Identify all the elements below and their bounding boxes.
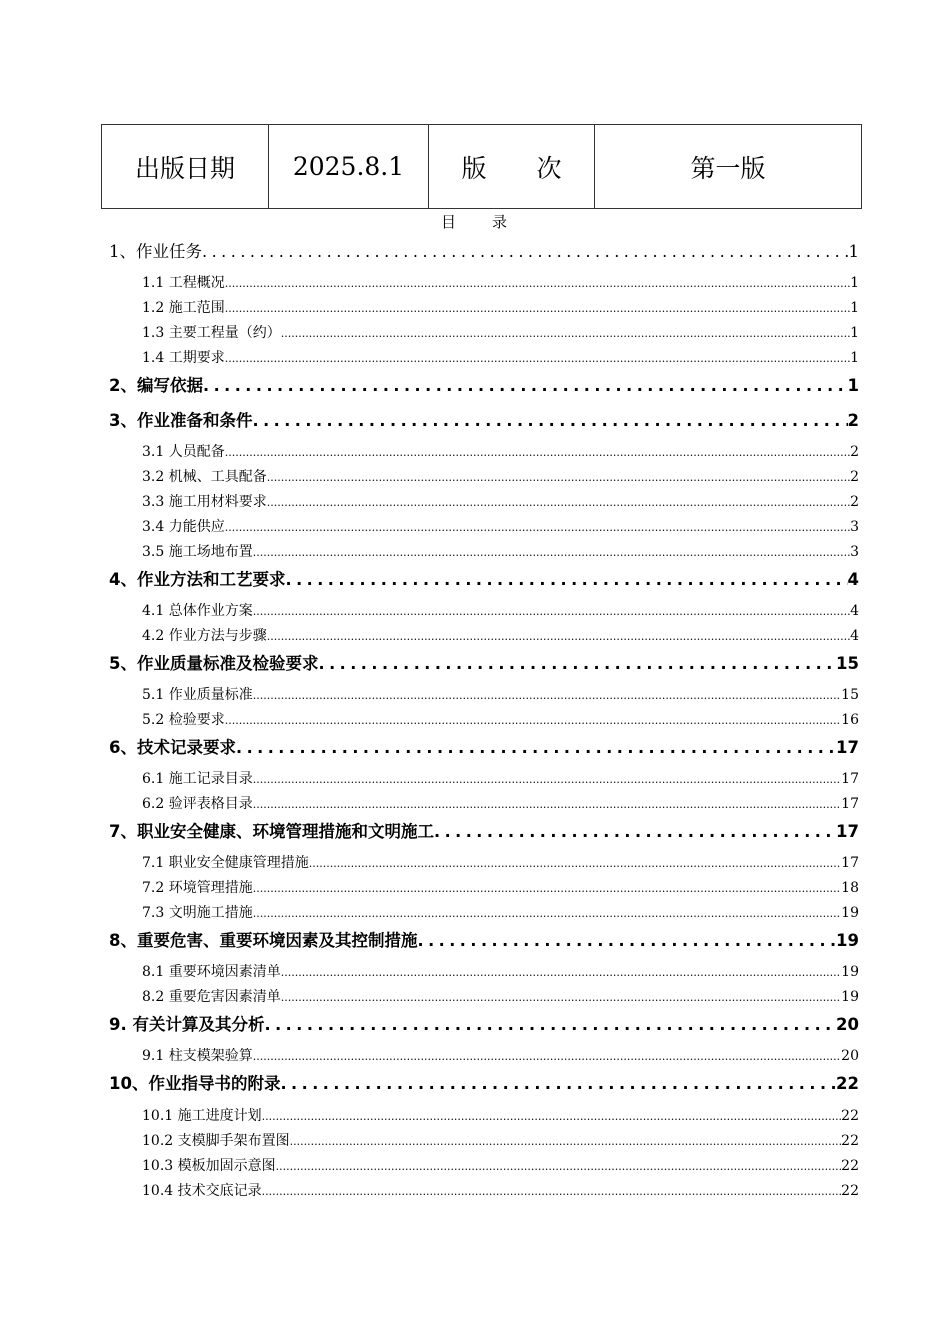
toc-entry-title: 3.5 施工场地布置 <box>142 544 253 560</box>
toc-entry-chapter[interactable] <box>109 650 859 674</box>
toc-dot-leader <box>202 242 849 261</box>
toc-dot-leader <box>267 630 850 643</box>
toc-page-number: 4 <box>850 603 859 619</box>
toc-dot-leader <box>225 446 850 459</box>
toc-dot-leader <box>280 1074 836 1093</box>
toc-dot-leader <box>285 570 847 589</box>
toc-entry-section[interactable] <box>142 347 859 367</box>
toc-page-number: 19 <box>841 964 859 980</box>
toc-dot-leader <box>253 773 841 786</box>
toc-entry-title: 5.1 作业质量标准 <box>142 687 253 703</box>
toc-entry-chapter[interactable] <box>109 407 859 431</box>
toc-entry-title: 1.4 工期要求 <box>142 350 225 366</box>
toc-page-number: 22 <box>841 1158 859 1174</box>
toc-entry-section[interactable] <box>142 961 859 981</box>
toc-entry-title: 1、作业任务 <box>109 242 202 261</box>
toc-page-number: 2 <box>847 411 859 430</box>
toc-dot-leader <box>252 411 847 430</box>
toc-entry-title: 7.2 环境管理措施 <box>142 880 253 896</box>
toc-dot-leader <box>318 654 836 673</box>
toc-entry-section[interactable] <box>142 852 859 872</box>
toc-entry-chapter[interactable] <box>109 238 859 262</box>
date-label: 出版日期 <box>102 125 269 209</box>
toc-entry-section[interactable] <box>142 600 859 620</box>
toc-entry-section[interactable] <box>142 793 859 813</box>
toc-page-number: 19 <box>841 989 859 1005</box>
toc-entry-title: 6.1 施工记录目录 <box>142 771 253 787</box>
toc-page-number: 15 <box>836 654 859 673</box>
toc-entry-title: 6.2 验评表格目录 <box>142 796 253 812</box>
toc-entry-title: 1.1 工程概况 <box>142 275 225 291</box>
version-label: 版 次 <box>429 125 595 209</box>
toc-page-number: 15 <box>841 687 859 703</box>
toc-page-number: 4 <box>850 628 859 644</box>
toc-entry-chapter[interactable] <box>109 372 859 396</box>
toc-dot-leader <box>253 689 841 702</box>
toc-title: 目 录 <box>440 213 509 231</box>
toc-dot-leader <box>236 738 836 757</box>
toc-entry-section[interactable] <box>142 491 859 511</box>
toc-entry-section[interactable] <box>142 541 859 561</box>
toc-entry-title: 2、编写依据 <box>109 376 203 395</box>
version-value: 第一版 <box>595 125 862 209</box>
toc-dot-leader <box>262 1110 842 1123</box>
toc-entry-section[interactable] <box>142 1155 859 1175</box>
toc-page-number: 3 <box>850 519 859 535</box>
toc-entry-title: 10.2 支模脚手架布置图 <box>142 1133 290 1149</box>
toc-page-number: 1 <box>850 300 859 316</box>
toc-entry-title: 1.2 施工范围 <box>142 300 225 316</box>
toc-dot-leader <box>281 966 841 979</box>
toc-entry-title: 9.1 柱支模架验算 <box>142 1048 253 1064</box>
toc-page-number: 17 <box>836 822 859 841</box>
toc-entry-title: 3.3 施工用材料要求 <box>142 494 267 510</box>
toc-entry-section[interactable] <box>142 322 859 342</box>
toc-entry-section[interactable] <box>142 684 859 704</box>
toc-dot-leader <box>225 302 850 315</box>
toc-dot-leader <box>417 931 836 950</box>
toc-entry-title: 6、技术记录要求 <box>109 738 236 757</box>
toc-page-number: 1 <box>848 242 859 261</box>
toc-page-number: 20 <box>836 1015 859 1034</box>
toc-entry-title: 4.1 总体作业方案 <box>142 603 253 619</box>
toc-entry-chapter[interactable] <box>109 734 859 758</box>
toc-page-number: 22 <box>841 1183 859 1199</box>
toc-entry-section[interactable] <box>142 709 859 729</box>
toc-dot-leader <box>225 714 841 727</box>
toc-entry-section[interactable] <box>142 902 859 922</box>
toc-page-number: 19 <box>836 931 859 950</box>
toc-page-number: 18 <box>841 880 859 896</box>
toc-entry-section[interactable] <box>142 986 859 1006</box>
toc-entry-title: 9. 有关计算及其分析 <box>109 1015 265 1034</box>
toc-entry-title: 7.3 文明施工措施 <box>142 905 253 921</box>
toc-dot-leader <box>203 376 848 395</box>
toc-page-number: 4 <box>847 570 859 589</box>
toc-page-number: 16 <box>841 712 859 728</box>
toc-dot-leader <box>265 1015 837 1034</box>
toc-entry-section[interactable] <box>142 768 859 788</box>
toc-entry-section[interactable] <box>142 1180 859 1200</box>
toc-dot-leader <box>253 907 841 920</box>
toc-page-number: 17 <box>841 771 859 787</box>
toc-dot-leader <box>434 822 836 841</box>
toc-dot-leader <box>253 1050 841 1063</box>
toc-entry-title: 3.2 机械、工具配备 <box>142 469 267 485</box>
toc-entry-title: 10、作业指导书的附录 <box>109 1074 281 1093</box>
toc-page-number: 3 <box>850 544 859 560</box>
date-value: 2025.8.1 <box>269 125 429 209</box>
toc-entry-chapter[interactable] <box>109 818 859 842</box>
toc-entry-title: 7、职业安全健康、环境管理措施和文明施工 <box>109 822 434 841</box>
toc-entry-title: 4、作业方法和工艺要求 <box>109 570 286 589</box>
toc-dot-leader <box>281 327 850 340</box>
toc-page-number: 2 <box>850 494 859 510</box>
toc-entry-title: 5.2 检验要求 <box>142 712 225 728</box>
toc-page-number: 2 <box>850 444 859 460</box>
toc-dot-leader <box>267 496 850 509</box>
toc-dot-leader <box>290 1135 842 1148</box>
toc-dot-leader <box>253 798 841 811</box>
toc-entry-section[interactable] <box>142 466 859 486</box>
toc-entry-title: 10.1 施工进度计划 <box>142 1108 262 1124</box>
toc-dot-leader <box>262 1185 842 1198</box>
toc-entry-section[interactable] <box>142 1130 859 1150</box>
publication-info-row <box>102 125 862 209</box>
toc-entry-section[interactable] <box>142 1105 859 1125</box>
publication-info-table <box>101 124 862 209</box>
toc-dot-leader <box>276 1160 842 1173</box>
toc-entry-section[interactable] <box>142 516 859 536</box>
toc-page-number: 1 <box>847 376 859 395</box>
toc-page-number: 19 <box>841 905 859 921</box>
toc-page-number: 22 <box>836 1074 859 1093</box>
toc-entry-chapter[interactable] <box>109 927 859 951</box>
toc-entry-title: 3.4 力能供应 <box>142 519 225 535</box>
toc-page-number: 2 <box>850 469 859 485</box>
toc-dot-leader <box>253 882 841 895</box>
toc-entry-section[interactable] <box>142 625 859 645</box>
toc-page-number: 17 <box>841 796 859 812</box>
toc-page-number: 1 <box>850 275 859 291</box>
toc-entry-chapter[interactable] <box>109 1070 859 1094</box>
toc-entry-title: 7.1 职业安全健康管理措施 <box>142 855 309 871</box>
toc-page-number: 1 <box>850 325 859 341</box>
toc-dot-leader <box>225 521 850 534</box>
toc-entry-title: 8.2 重要危害因素清单 <box>142 989 281 1005</box>
toc-page-number: 17 <box>836 738 859 757</box>
toc-dot-leader <box>225 277 850 290</box>
toc-entry-title: 10.3 模板加固示意图 <box>142 1158 276 1174</box>
toc-entry-section[interactable] <box>142 297 859 317</box>
toc-page-number: 1 <box>850 350 859 366</box>
toc-entry-section[interactable] <box>142 877 859 897</box>
toc-dot-leader <box>281 991 841 1004</box>
toc-entry-title: 8.1 重要环境因素清单 <box>142 964 281 980</box>
toc-entry-section[interactable] <box>142 272 859 292</box>
toc-entry-title: 8、重要危害、重要环境因素及其控制措施 <box>109 931 418 950</box>
toc-entry-title: 4.2 作业方法与步骤 <box>142 628 267 644</box>
toc-page-number: 22 <box>841 1133 859 1149</box>
toc-entry-section[interactable] <box>142 1045 859 1065</box>
toc-dot-leader <box>253 605 850 618</box>
toc-dot-leader <box>225 352 850 365</box>
toc-entry-title: 1.3 主要工程量（约） <box>142 325 281 341</box>
toc-page-number: 20 <box>841 1048 859 1064</box>
toc-entry-title: 5、作业质量标准及检验要求 <box>109 654 319 673</box>
toc-entry-section[interactable] <box>142 441 859 461</box>
toc-entry-chapter[interactable] <box>109 566 859 590</box>
toc-entry-title: 3.1 人员配备 <box>142 444 225 460</box>
toc-dot-leader <box>253 546 850 559</box>
toc-entry-chapter[interactable] <box>109 1011 859 1035</box>
toc-dot-leader <box>309 857 841 870</box>
toc-page-number: 22 <box>841 1108 859 1124</box>
toc-entry-title: 10.4 技术交底记录 <box>142 1183 262 1199</box>
toc-page-number: 17 <box>841 855 859 871</box>
toc-dot-leader <box>267 471 850 484</box>
toc-entry-title: 3、作业准备和条件 <box>109 411 253 430</box>
